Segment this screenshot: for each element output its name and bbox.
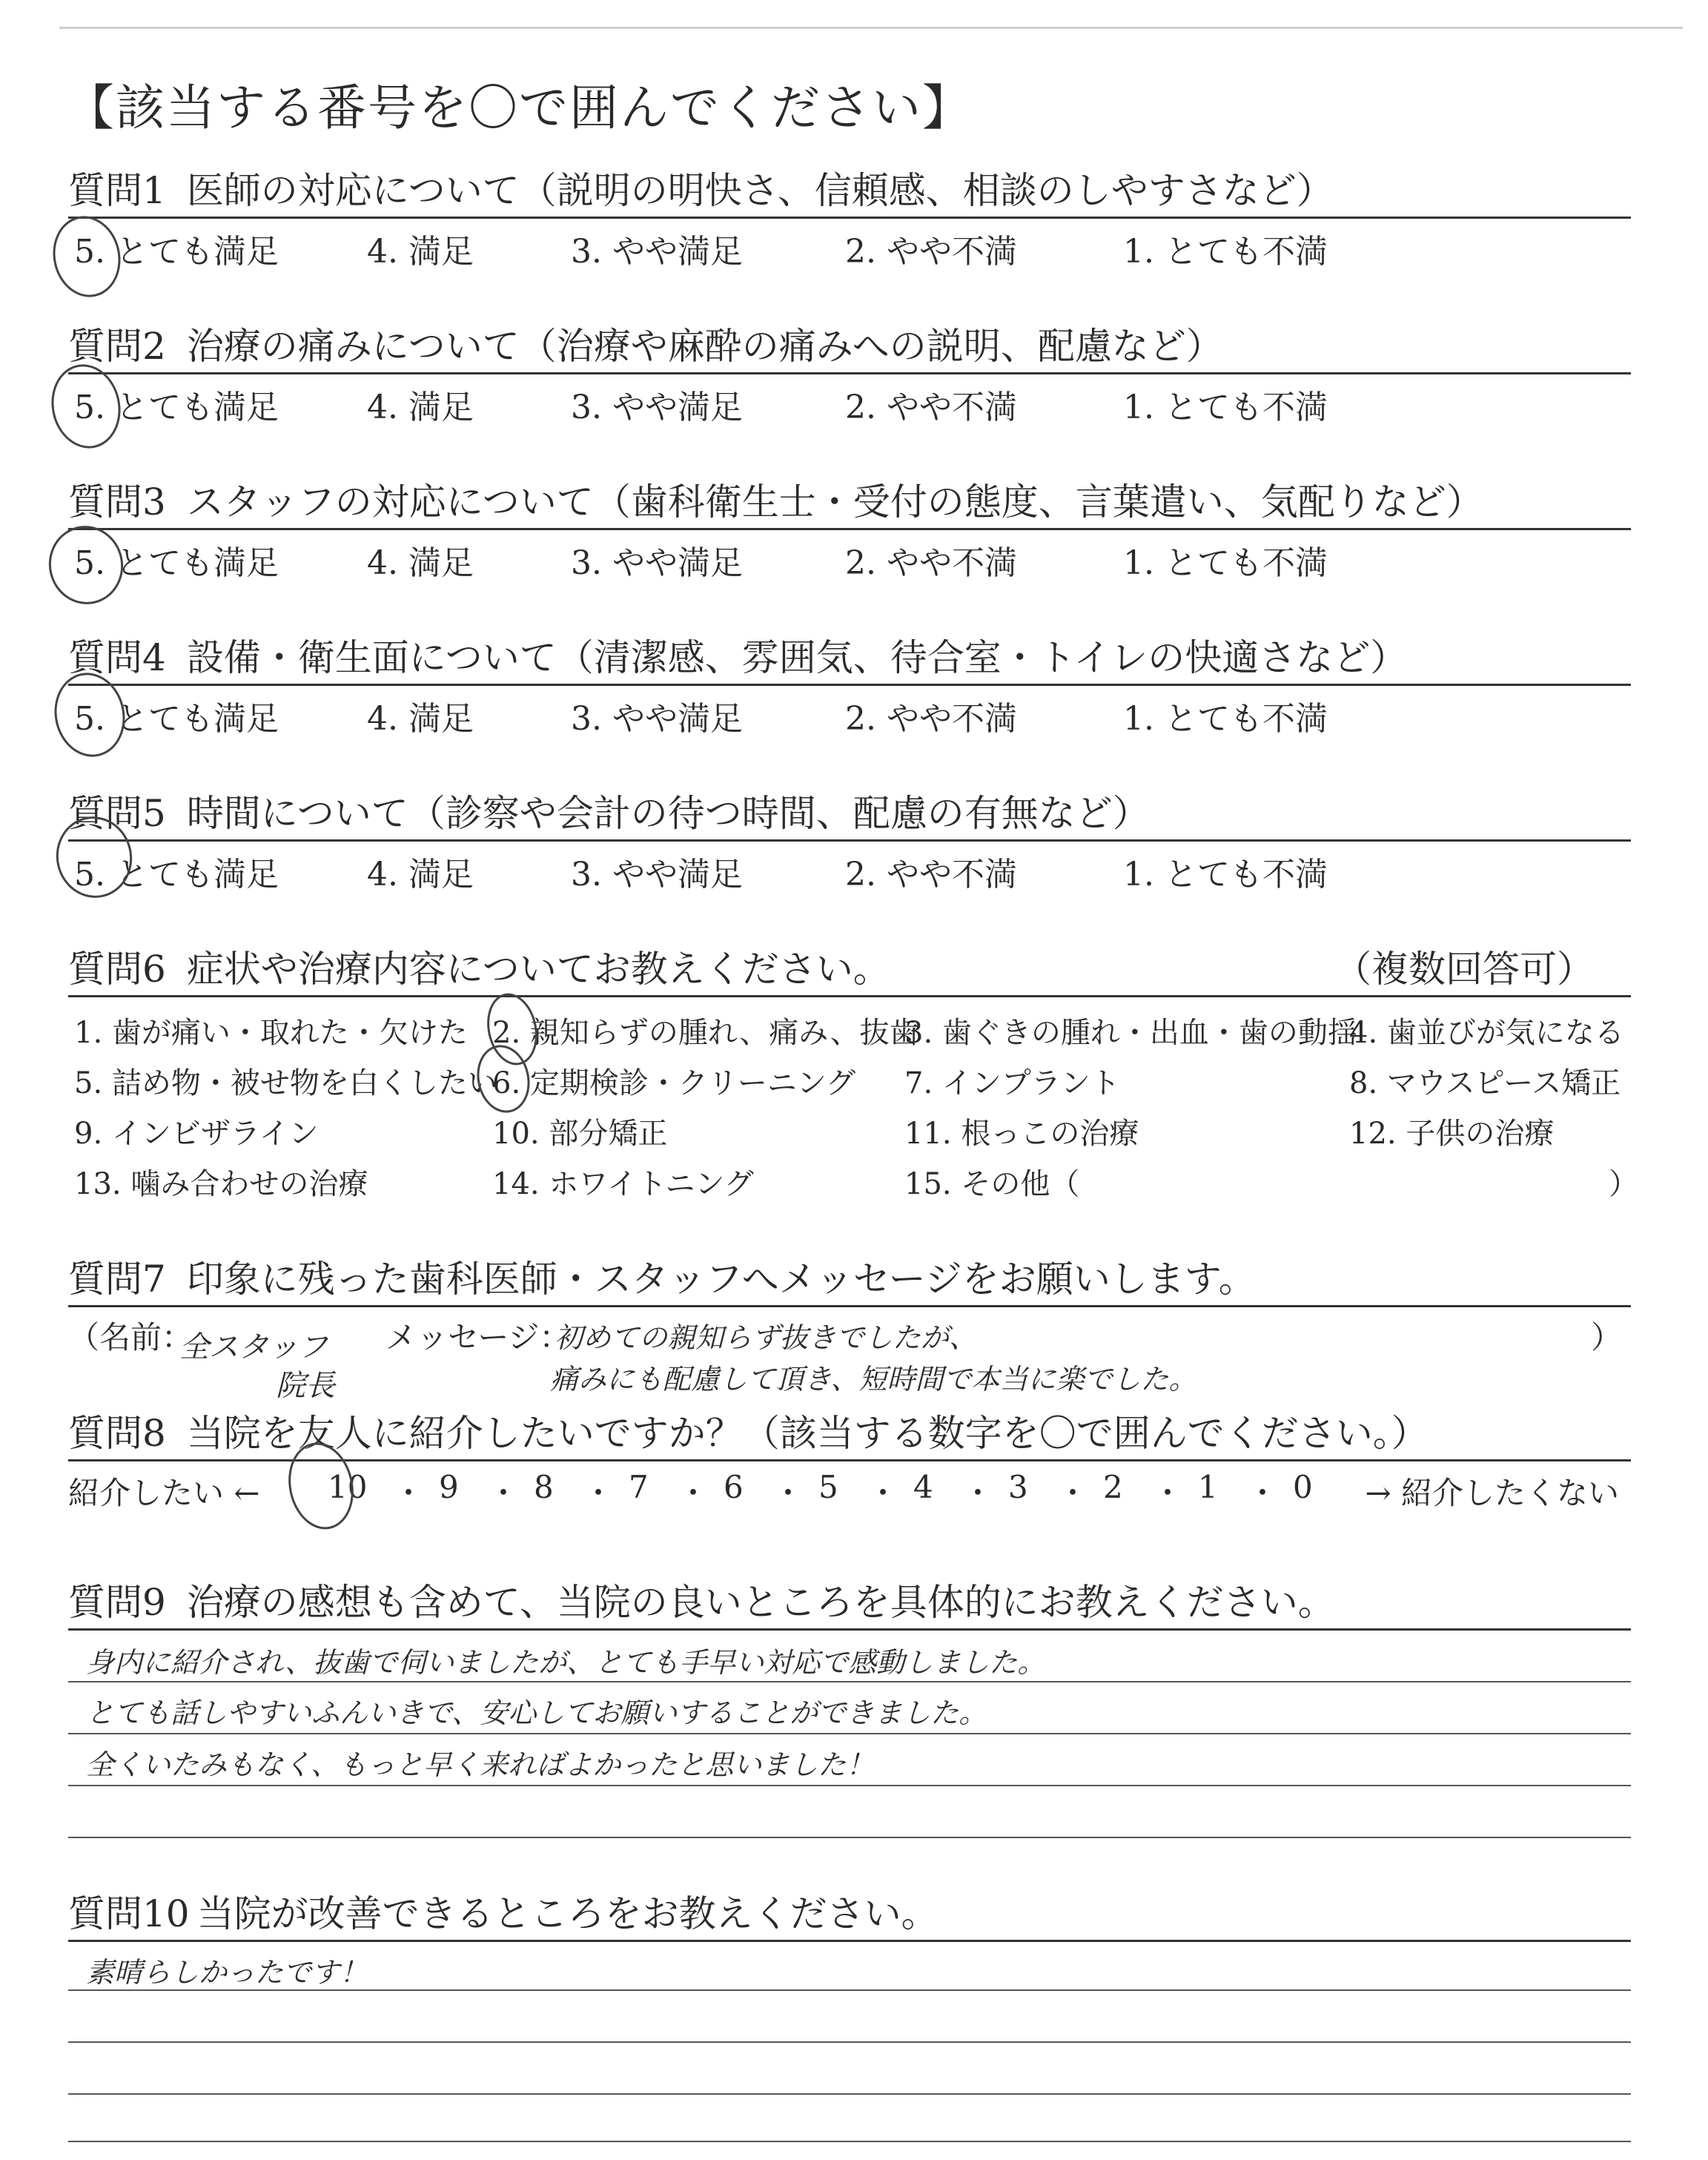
question-number: 質問8	[68, 1412, 166, 1455]
scale-3[interactable]: 3	[1008, 1469, 1028, 1505]
rating-options	[68, 219, 1631, 278]
question-number: 質問2	[68, 325, 166, 368]
question-5	[68, 787, 1631, 901]
scale-dot: ・	[583, 1475, 615, 1511]
symptom-15[interactable]: 15. その他（	[904, 1167, 1080, 1201]
rating-options	[68, 530, 1631, 589]
scale-5[interactable]: 5	[818, 1469, 838, 1505]
option-4[interactable]: 4. 満足	[367, 389, 474, 426]
handwritten-answer-line[interactable]: 素晴らしかったです！	[86, 1956, 368, 1989]
option-5[interactable]: 5. とても満足	[74, 544, 279, 582]
question-number: 質問6	[68, 948, 166, 991]
question-3	[68, 476, 1631, 589]
option-2[interactable]: 2. やや不満	[845, 856, 1017, 894]
scale-dot: ・	[867, 1475, 899, 1511]
scale-8[interactable]: 8	[534, 1469, 554, 1505]
option-1[interactable]: 1. とても不満	[1123, 544, 1328, 582]
answer-lines	[68, 1631, 1631, 1838]
question-number: 質問1	[68, 169, 166, 212]
option-4[interactable]: 4. 満足	[367, 700, 474, 738]
recommend-scale	[68, 1462, 1631, 1525]
question-7	[68, 1253, 1631, 1411]
question-text: 設備・衛生面について（清潔感、雰囲気、待合室・トイレの快適さなど）	[186, 636, 1408, 679]
option-2[interactable]: 2. やや不満	[845, 700, 1017, 738]
question-number: 質問10	[68, 1892, 190, 1935]
symptom-9[interactable]: 9. インビザライン	[74, 1117, 319, 1151]
option-3[interactable]: 3. やや満足	[571, 233, 743, 271]
option-1[interactable]: 1. とても不満	[1123, 856, 1328, 894]
form-title: 【該当する番号を〇で囲んでください】	[65, 79, 973, 136]
scale-dot: ・	[1247, 1475, 1279, 1511]
symptom-3[interactable]: 3. 歯ぐきの腫れ・出血・歯の動揺	[904, 1016, 1357, 1050]
question-9	[68, 1576, 1631, 1838]
scale-4[interactable]: 4	[913, 1469, 933, 1505]
symptom-14[interactable]: 14. ホワイトニング	[492, 1167, 754, 1201]
message-label: メッセージ：	[385, 1319, 571, 1355]
writing-line	[68, 1837, 1631, 1838]
option-1[interactable]: 1. とても不満	[1123, 389, 1328, 426]
scale-1[interactable]: 1	[1198, 1469, 1218, 1505]
scan-edge-line	[59, 27, 1683, 29]
scale-6[interactable]: 6	[724, 1469, 744, 1505]
option-1[interactable]: 1. とても不満	[1123, 233, 1328, 271]
question-10	[68, 1888, 1631, 2150]
symptom-13[interactable]: 13. 噛み合わせの治療	[74, 1167, 368, 1201]
writing-line	[68, 2141, 1631, 2142]
scale-dot: ・	[678, 1475, 709, 1511]
rating-options	[68, 374, 1631, 434]
question-number: 質問9	[68, 1581, 166, 1624]
symptom-8[interactable]: 8. マウスピース矯正	[1349, 1066, 1621, 1100]
scale-dot: ・	[393, 1475, 425, 1511]
question-text: 当院が改善できるところをお教えください。	[196, 1892, 939, 1935]
scale-dot: ・	[1057, 1475, 1089, 1511]
option-2[interactable]: 2. やや不満	[845, 544, 1017, 582]
handwritten-message-1[interactable]: 初めての親知らず抜きでしたが、	[555, 1321, 978, 1354]
option-1[interactable]: 1. とても不満	[1123, 700, 1328, 738]
question-number: 質問4	[68, 636, 166, 679]
option-3[interactable]: 3. やや満足	[571, 700, 743, 738]
question-4	[68, 632, 1631, 745]
scale-2[interactable]: 2	[1103, 1469, 1123, 1505]
rating-options	[68, 686, 1631, 745]
name-label: （名前：	[68, 1319, 193, 1355]
question-text: 治療の感想も含めて、当院の良いところを具体的にお教えください。	[186, 1581, 1335, 1624]
symptom-6[interactable]: 6. 定期検診・クリーニング	[492, 1066, 856, 1100]
scale-7[interactable]: 7	[629, 1469, 649, 1505]
rating-options	[68, 842, 1631, 901]
option-2[interactable]: 2. やや不満	[845, 389, 1017, 426]
scale-dot: ・	[488, 1475, 520, 1511]
question-number: 質問5	[68, 792, 166, 835]
scale-9[interactable]: 9	[439, 1469, 459, 1505]
question-text: 時間について（診察や会計の待つ時間、配慮の有無など）	[186, 792, 1150, 835]
handwritten-answer-line[interactable]: 身内に紹介され、抜歯で伺いましたが、とても手早い対応で感動しました。	[86, 1646, 1046, 1679]
symptom-options	[68, 997, 1638, 1206]
scale-10[interactable]: 10	[328, 1469, 368, 1505]
scale-left-label: 紹介したい ←	[68, 1475, 260, 1511]
option-2[interactable]: 2. やや不満	[845, 233, 1017, 271]
handwritten-answer-line[interactable]: とても話しやすいふんいきで、安心してお願いすることができました。	[86, 1697, 987, 1729]
question-text: 症状や治療内容についてお教えください。	[186, 948, 890, 991]
question-number: 質問3	[68, 480, 166, 524]
question-number: 質問7	[68, 1258, 166, 1301]
option-3[interactable]: 3. やや満足	[571, 544, 743, 582]
option-5[interactable]: 5. とても満足	[74, 856, 279, 894]
symptom-12[interactable]: 12. 子供の治療	[1349, 1117, 1555, 1151]
question-text: 医師の対応について（説明の明快さ、信頼感、相談のしやすさなど）	[186, 169, 1334, 212]
writing-line	[68, 1989, 1631, 1991]
writing-line	[68, 1681, 1631, 1682]
symptom-7[interactable]: 7. インプラント	[904, 1066, 1120, 1100]
question-text: 治療の痛みについて（治療や麻酔の痛みへの説明、配慮など）	[186, 325, 1223, 368]
handwritten-name-2[interactable]: 院長	[276, 1369, 335, 1403]
question-8	[68, 1407, 1631, 1525]
handwritten-name-1[interactable]: 全スタッフ	[179, 1330, 328, 1364]
option-5[interactable]: 5. とても満足	[74, 233, 279, 271]
scale-dot: ・	[1152, 1475, 1184, 1511]
writing-line	[68, 1785, 1631, 1786]
multiple-answer-note: （複数回答可）	[1334, 948, 1594, 991]
question-text: 印象に残った歯科医師・スタッフへメッセージをお願いします。	[186, 1258, 1256, 1301]
writing-line	[68, 2041, 1631, 2043]
message-box	[68, 1307, 1631, 1411]
option-3[interactable]: 3. やや満足	[571, 389, 743, 426]
option-4[interactable]: 4. 満足	[367, 544, 474, 582]
scale-right-label: → 紹介したくない	[1365, 1475, 1619, 1511]
symptom-10[interactable]: 10. 部分矯正	[492, 1117, 668, 1151]
hand-drawn-circle	[42, 519, 130, 611]
handwritten-answer-line[interactable]: 全くいたみもなく、もっと早く来ればよかったと思いました！	[86, 1748, 875, 1781]
option-5[interactable]: 5. とても満足	[74, 700, 279, 738]
question-text: スタッフの対応について（歯科衛生士・受付の態度、言葉遣い、気配りなど）	[186, 480, 1483, 524]
writing-line	[68, 1733, 1631, 1734]
answer-lines	[68, 1942, 1631, 2150]
scale-dot: ・	[772, 1475, 804, 1511]
question-1	[68, 165, 1631, 278]
symptom-2[interactable]: 2. 親知らずの腫れ、痛み、抜歯	[492, 1016, 919, 1050]
option-5[interactable]: 5. とても満足	[74, 389, 279, 426]
scale-0[interactable]: 0	[1293, 1469, 1313, 1505]
handwritten-message-2[interactable]: 痛みにも配慮して頂き、短時間で本当に楽でした。	[550, 1363, 1197, 1396]
question-text: 当院を友人に紹介したいですか？（該当する数字を〇で囲んでください。）	[186, 1412, 1429, 1455]
option-3[interactable]: 3. やや満足	[571, 856, 743, 894]
writing-line	[68, 2093, 1631, 2095]
other-close-paren: ）	[1609, 1167, 1638, 1201]
symptom-4[interactable]: 4. 歯並びが気になる	[1349, 1016, 1624, 1050]
option-4[interactable]: 4. 満足	[367, 233, 474, 271]
question-6	[68, 943, 1638, 1206]
option-4[interactable]: 4. 満足	[367, 856, 474, 894]
scale-dot: ・	[962, 1475, 994, 1511]
hand-drawn-circle	[46, 210, 128, 303]
symptom-11[interactable]: 11. 根っこの治療	[904, 1117, 1139, 1151]
question-2	[68, 320, 1631, 434]
close-paren: ）	[1590, 1319, 1622, 1355]
symptom-1[interactable]: 1. 歯が痛い・取れた・欠けた	[74, 1016, 468, 1050]
symptom-5[interactable]: 5. 詰め物・被せ物を白くしたい	[74, 1066, 497, 1100]
